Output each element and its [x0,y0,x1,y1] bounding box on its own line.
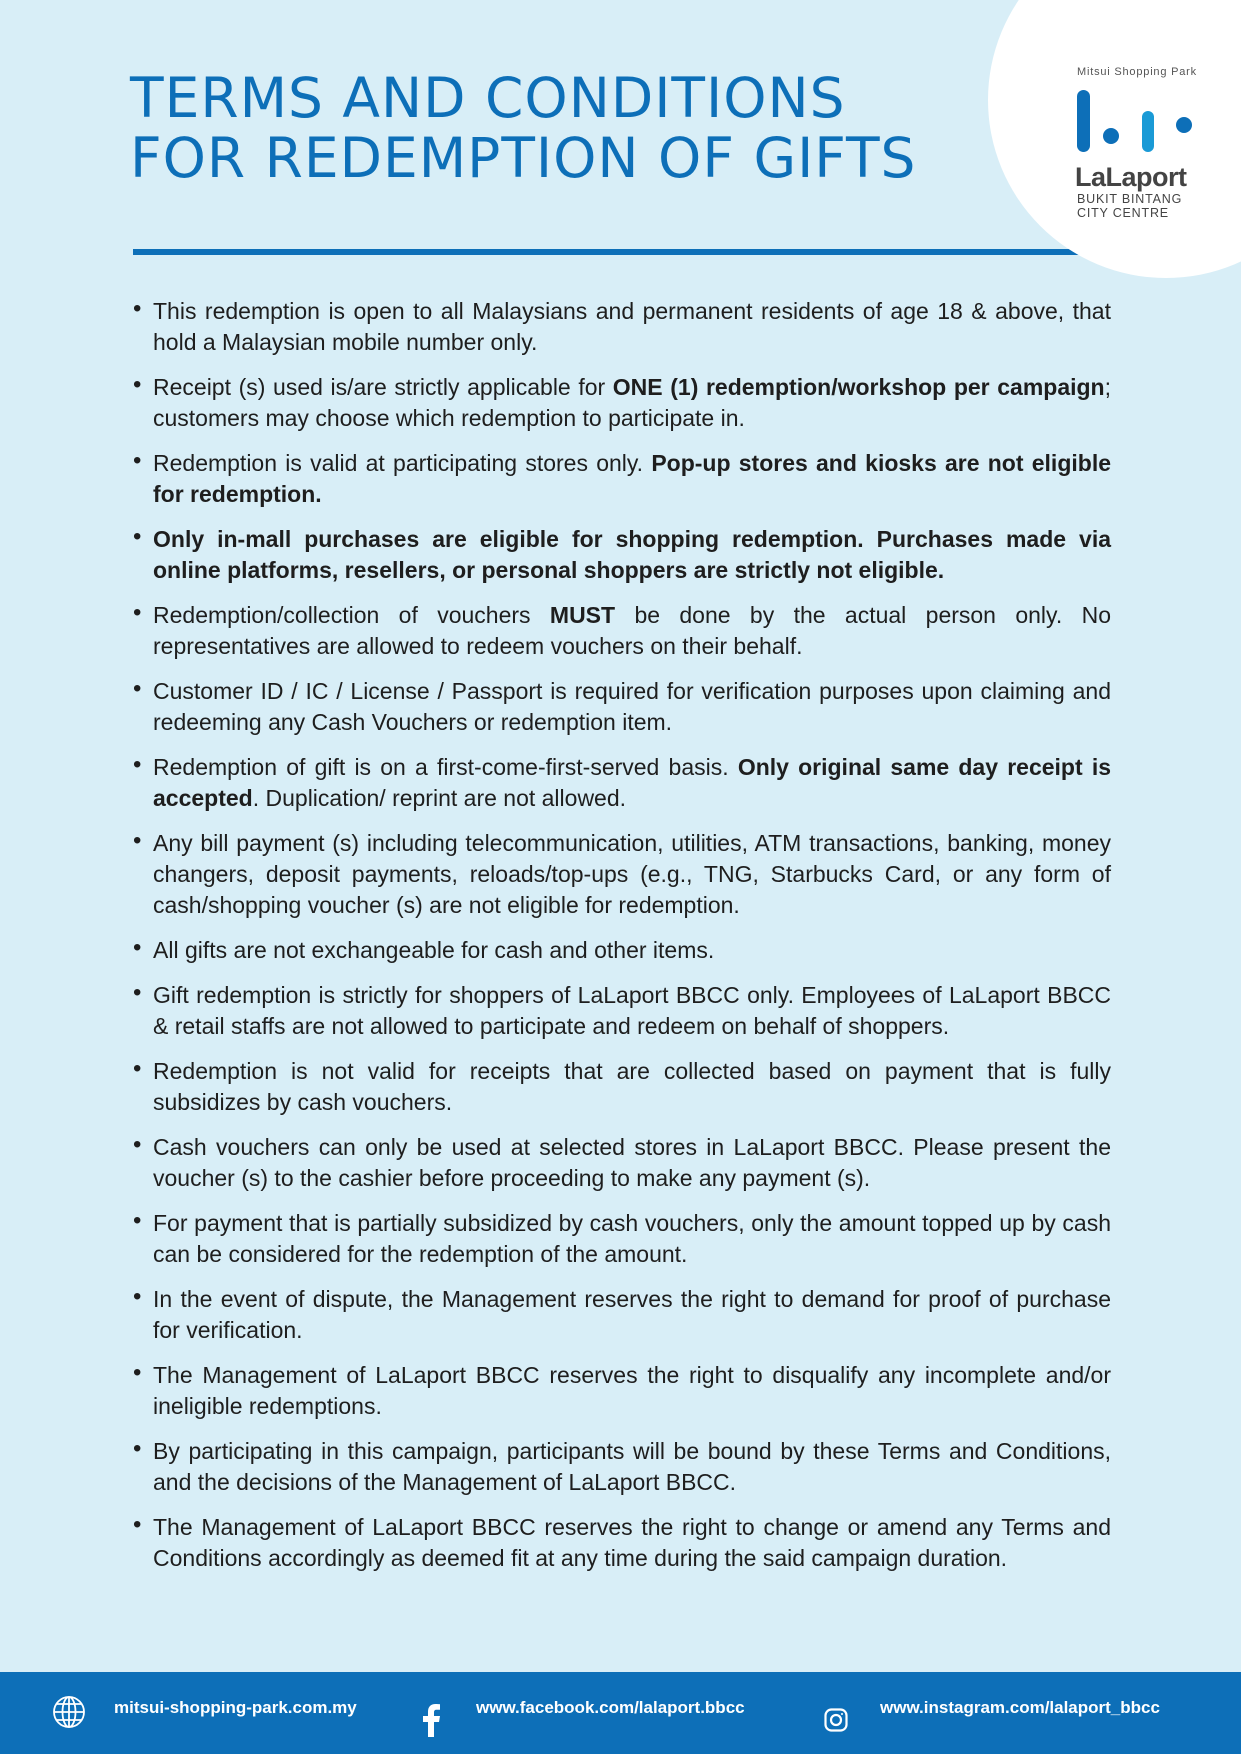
term-item [133,448,1111,510]
term-text: Redemption of gift is on a first-come-first-served basis. [153,754,738,780]
term-item [133,1360,1111,1422]
logo-location-line-2: CITY CENTRE [1077,206,1169,220]
logo-tagline: Mitsui Shopping Park [1077,66,1197,78]
facebook-icon [420,1703,442,1737]
term-item [133,1284,1111,1346]
term-text: All gifts are not exchangeable for cash and other items. [153,937,715,963]
term-text: For payment that is partially subsidized by cash vouchers, only the amount topped up by cash can be considered for the redemption of the amount. [153,1210,1111,1267]
term-item [133,600,1111,662]
term-text: be done by the actual person only. No representatives are allowed to redeem vouchers on their behalf. [153,602,1111,659]
website-link[interactable]: mitsui-shopping-park.com.my [114,1698,357,1717]
term-text: The Management of LaLaport BBCC reserves the right to disqualify any incomplete and/or ineligible redemptions. [153,1362,1111,1419]
term-bold-text: Pop-up stores and kiosks are not eligible for redemption. [153,450,1111,507]
term-item [133,372,1111,434]
term-item [133,980,1111,1042]
term-text: ; customers may choose which redemption to participate in. [153,374,1111,431]
facebook-link[interactable]: www.facebook.com/lalaport.bbcc [476,1698,745,1717]
title-divider [133,249,1093,255]
term-text: Customer ID / IC / License / Passport is required for verification purposes upon claiming and redeeming any Cash Vouchers or redemption item. [153,678,1111,735]
term-text: Cash vouchers can only be used at selected stores in LaLaport BBCC. Please present the voucher (s) to the cashier before proceeding to make any payment (s). [153,1134,1111,1191]
term-bold-text: Only in-mall purchases are eligible for shopping redemption. Purchases made via online platforms, resellers, or personal shoppers are strictly not eligible. [153,526,1111,583]
term-item [133,524,1111,586]
term-item [133,752,1111,814]
term-item [133,1132,1111,1194]
lalaport-logo-mark-icon [1077,88,1197,156]
logo-location-line-1: BUKIT BINTANG [1077,192,1183,206]
term-item [133,296,1111,358]
term-text: Redemption is valid at participating stores only. [153,450,652,476]
term-text: In the event of dispute, the Management reserves the right to demand for proof of purchase for verification. [153,1286,1111,1343]
term-item [133,935,1111,966]
instagram-icon [824,1708,848,1732]
instagram-link[interactable]: www.instagram.com/lalaport_bbcc [880,1698,1160,1717]
term-item [133,828,1111,921]
globe-icon [52,1695,86,1729]
logo-wordmark: LaLaport [1075,162,1187,192]
title-line-2: FOR REDEMPTION OF GIFTS [130,126,917,190]
term-text: Redemption/collection of vouchers [153,602,550,628]
logo-location [1077,192,1182,220]
term-text: Redemption is not valid for receipts that are collected based on payment that is fully subsidizes by cash vouchers. [153,1058,1111,1115]
terms-list [133,296,1111,1588]
term-item [133,1056,1111,1118]
term-item [133,1512,1111,1574]
term-bold-text: Only original same day receipt is accepted [153,754,1111,811]
term-text: . Duplication/ reprint are not allowed. [252,785,627,811]
term-text: By participating in this campaign, participants will be bound by these Terms and Conditions, and the decisions of the Management of LaLaport BBCC. [153,1438,1111,1495]
term-item [133,1208,1111,1270]
title-line-1: TERMS AND CONDITIONS [130,66,846,130]
term-bold-text: ONE (1) redemption/workshop per campaign [612,374,1105,400]
page-title [130,68,916,188]
term-text: The Management of LaLaport BBCC reserves the right to change or amend any Terms and Conditions accordingly as deemed fit at any time during the said campaign duration. [153,1514,1111,1571]
term-text: This redemption is open to all Malaysians and permanent residents of age 18 & above, that hold a Malaysian mobile number only. [153,298,1111,355]
term-text: Receipt (s) used is/are strictly applicable for [153,374,613,400]
term-text: Gift redemption is strictly for shoppers of LaLaport BBCC only. Employees of LaLaport BBCC & retail staffs are not allowed to participate and redeem on behalf of shoppers. [153,982,1111,1039]
term-item [133,1436,1111,1498]
term-bold-text: MUST [549,602,616,628]
term-item [133,676,1111,738]
term-text: Any bill payment (s) including telecommunication, utilities, ATM transactions, banking, money changers, deposit payments, reloads/top-ups (e.g., TNG, Starbucks Card, or any form of cash/shopping voucher (s) are not eligible for redemption. [153,830,1111,918]
footer-bar [0,1672,1241,1754]
